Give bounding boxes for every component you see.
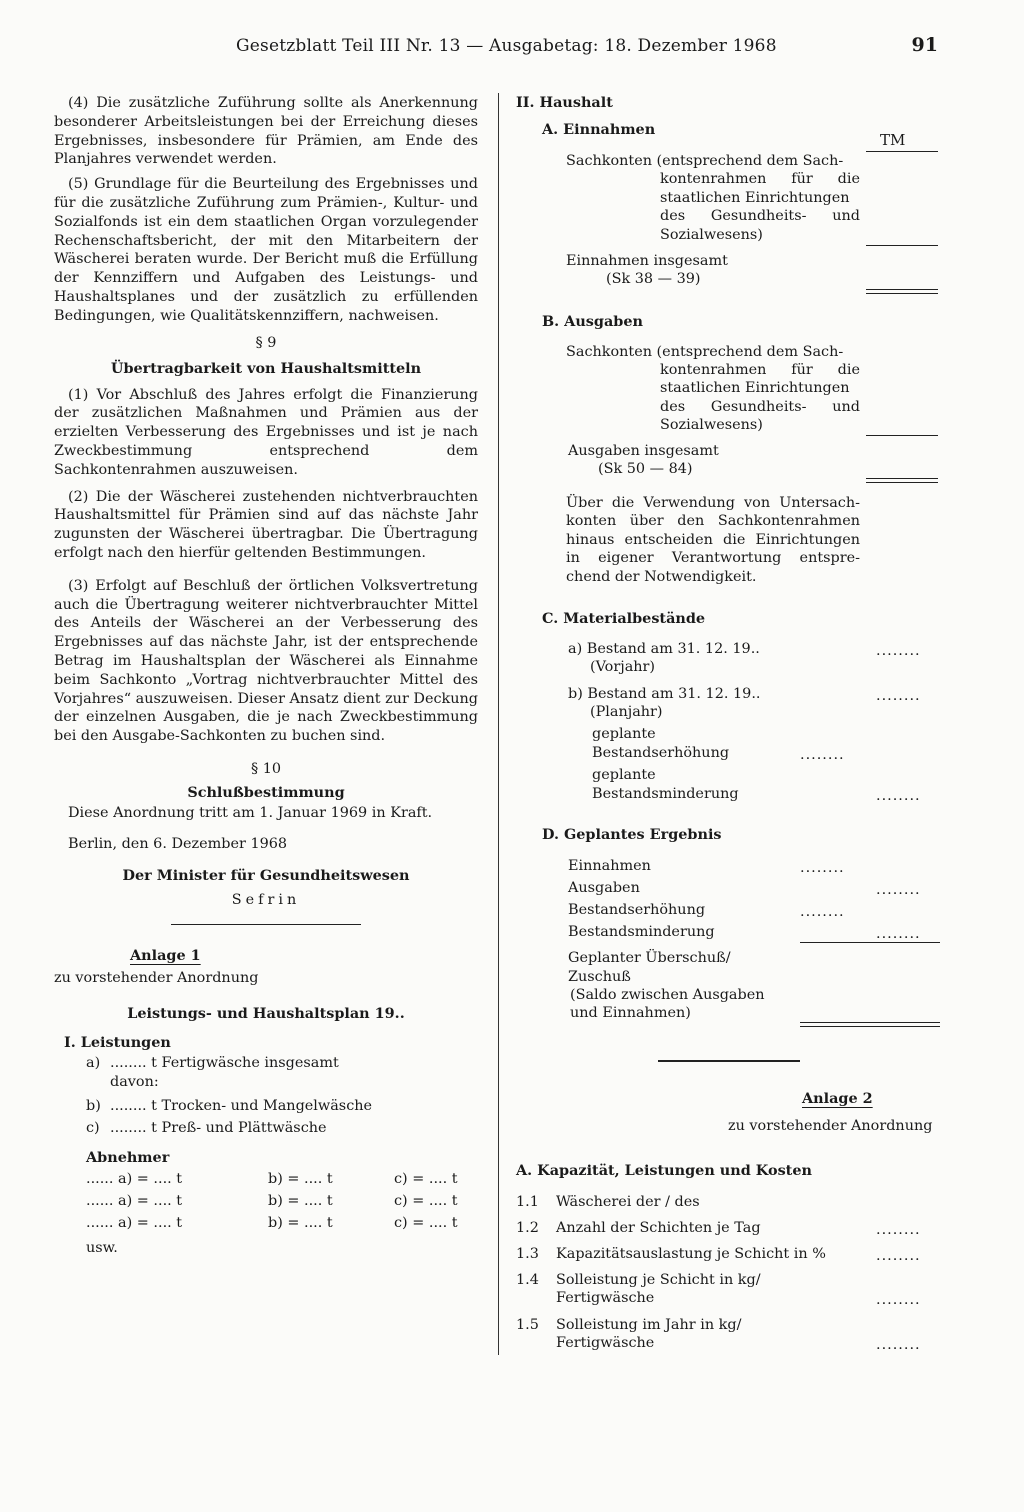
- leistung-a-text: ........ t Fertigwäsche insgesamt: [110, 1054, 339, 1071]
- item-1-5-text-1: Solleistung im Jahr in kg/: [556, 1317, 742, 1333]
- erhoehung-2: Bestandserhöhung: [592, 745, 730, 761]
- section-9-paragraph-3: (3) Erfolgt auf Beschluß der örtlichen Volksvertretung auch die Übertragung weiterer nichtverbrauchter Mittel des Anteils der Wäscherei an der Verbesserung des Ergebnisses auf das nächste Jahr, ist der entsprechende Betrag im Haushaltsplan der Wäscherei als Einnahme beim Sachkonto „Vortrag nichtverbrauchter Mittel des Vorjahres“ auszuweisen. Dieser Ansatz dient zur Deckung der einzelnen Ausgaben, die je nach Zweckbestimmung bei den Ausgabe-Sachkonten zu buchen sind.: [54, 577, 478, 745]
- item-1-3-number: 1.3: [516, 1246, 539, 1262]
- section-10-title: Schlußbestimmung: [187, 783, 345, 801]
- section-10-paragraph: Diese Anordnung tritt am 1. Januar 1969 in Kraft.: [68, 804, 433, 821]
- section-9-paragraph-1: (1) Vor Abschluß des Jahres erfolgt die Finanzierung der zusätzlichen Maßnahmen und Prämien aus der erzielten Verbesserung des Ergebnisses und ist je nach Zweckbestimmung entsprechend dem Sachkontenrahmen auszuweisen.: [54, 386, 478, 478]
- abnehmer-b: b) = .... t: [268, 1170, 333, 1187]
- paragraph-5: (5) Grundlage für die Beurteilung des Ergebnisses und für die zusätzliche Zuführung zum Prämien-, Kultur- und Sozialfonds ist ein dem staatlichen Organ vorzulegender Rechenschaftsbericht, der mit den Mitarbeitern der Wäscherei beraten wurde. Der Bericht muß die Erfüllung der Kennziffern und Aufgaben des Leistungs- und Haushaltsplanes und der zusätzlich zu erfüllenden Bedingungen, wie Qualitätskennziffern, nachweisen.: [54, 176, 478, 324]
- ausgaben-sachkonten-1: Sachkonten (entsprechend dem Sach-: [566, 344, 844, 360]
- abnehmer-a: ...... a) = .... t: [86, 1214, 183, 1231]
- ausgaben-total: Ausgaben insgesamt: [568, 443, 719, 459]
- abnehmer-heading: Abnehmer: [86, 1148, 170, 1166]
- item-1-2-dots: ........: [876, 1222, 921, 1238]
- einnahmen-rule: [866, 245, 938, 246]
- usw-label: usw.: [86, 1239, 118, 1256]
- ausgaben-sachkonten-4: des Gesundheits- und: [660, 399, 860, 415]
- minister-title: Der Minister für Gesundheitswesen: [122, 866, 410, 884]
- ergebnis-ausgaben: Ausgaben: [568, 880, 640, 896]
- einnahmen-double-rule: [866, 289, 938, 294]
- haushalt-heading: II. Haushalt: [516, 94, 613, 111]
- leistungen-heading: I. Leistungen: [64, 1033, 171, 1051]
- section-10-number: § 10: [250, 760, 282, 777]
- einnahmen-sachkonten-3: staatlichen Einrichtungen: [660, 190, 850, 206]
- page-number: 91: [911, 34, 938, 56]
- ausgaben-sachkonten-5: Sozialwesens): [660, 417, 763, 433]
- abnehmer-row-1: [54, 1170, 478, 1189]
- item-1-3-dots: ........: [876, 1248, 921, 1264]
- ergebnis-rule: [800, 942, 940, 943]
- running-head: Gesetzblatt Teil III Nr. 13 — Ausgabetag: 18. Dezember 1968: [236, 36, 777, 56]
- section-9-title: Übertragbarkeit von Haushaltsmitteln: [110, 359, 422, 377]
- plan-title: Leistungs- und Haushaltsplan 19..: [127, 1004, 405, 1022]
- abnehmer-a: ...... a) = .... t: [86, 1192, 183, 1209]
- ausgaben-double-rule: [866, 478, 938, 483]
- einnahmen-heading: A. Einnahmen: [542, 121, 656, 138]
- item-1-5-text-2: Fertigwäsche: [556, 1335, 655, 1351]
- item-1-4-dots: ........: [876, 1292, 921, 1308]
- abnehmer-c: c) = .... t: [394, 1214, 458, 1231]
- leistung-b-label: b): [86, 1097, 101, 1114]
- verwendung-1: Über die Verwendung von Untersach-: [566, 495, 860, 511]
- verwendung-2: konten über den Sachkontenrahmen: [566, 513, 860, 529]
- material-b-dots: ........: [876, 688, 921, 704]
- ergebnis-ueberschuss-3: (Saldo zwischen Ausgaben: [570, 987, 765, 1003]
- ergebnis-erhoehung: Bestandserhöhung: [568, 902, 706, 918]
- page-header: [0, 36, 1024, 66]
- material-a-1: a) Bestand am 31. 12. 19..: [568, 641, 760, 657]
- ergebnis-minderung: Bestandsminderung: [568, 924, 715, 940]
- section-rule: [658, 1060, 800, 1062]
- item-1-5-dots: ........: [876, 1337, 921, 1353]
- item-1-4-text-1: Solleistung je Schicht in kg/: [556, 1272, 761, 1288]
- item-1-4-number: 1.4: [516, 1272, 539, 1288]
- tm-label: TM: [880, 131, 906, 149]
- kapazitaet-heading: A. Kapazität, Leistungen und Kosten: [516, 1162, 812, 1179]
- einnahmen-sachkonten-1: Sachkonten (entsprechend dem Sach-: [566, 153, 844, 169]
- verwendung-5: chend der Notwendigkeit.: [566, 569, 757, 585]
- ergebnis-minderung-dots: ........: [876, 926, 921, 942]
- left-column: [54, 94, 478, 1258]
- einnahmen-sachkonten-2: kontenrahmen für die: [660, 171, 860, 187]
- item-1-2-text: Anzahl der Schichten je Tag: [556, 1220, 761, 1236]
- leistung-c: [54, 1119, 478, 1138]
- leistung-c-text: ........ t Preß- und Plättwäsche: [110, 1119, 327, 1136]
- usw-row: [54, 1239, 478, 1258]
- ausgaben-sk: (Sk 50 — 84): [598, 461, 693, 477]
- material-b-2: (Planjahr): [590, 704, 663, 720]
- signature-rule: [171, 924, 361, 925]
- leistung-a-label: a): [86, 1054, 101, 1071]
- item-1-4-text-2: Fertigwäsche: [556, 1290, 655, 1306]
- verwendung-3: hinaus entscheiden die Einrichtungen: [566, 532, 860, 548]
- place-date: Berlin, den 6. Dezember 1968: [68, 835, 288, 852]
- ergebnis-ueberschuss-4: und Einnahmen): [570, 1005, 691, 1021]
- ausgaben-sachkonten-2: kontenrahmen für die: [660, 362, 860, 378]
- material-b-1: b) Bestand am 31. 12. 19..: [568, 686, 761, 702]
- ergebnis-einnahmen: Einnahmen: [568, 858, 651, 874]
- davon-label: davon:: [110, 1073, 159, 1090]
- section-9-paragraph-2: (2) Die der Wäscherei zustehenden nichtverbrauchten Haushaltsmittel für Prämien sind auf das nächste Jahr zugunsten der Wäscherei übertragbar. Die Übertragung erfolgt nach den hierfür geltenden Bestimmungen.: [54, 488, 478, 561]
- ergebnis-heading: D. Geplantes Ergebnis: [542, 826, 722, 843]
- minderung-1: geplante: [592, 767, 656, 783]
- anlage-1-title: Anlage 1: [130, 946, 201, 964]
- einnahmen-sachkonten-4: des Gesundheits- und: [660, 208, 860, 224]
- leistung-b: [54, 1097, 478, 1116]
- leistung-davon: [54, 1073, 478, 1092]
- leistung-b-text: ........ t Trocken- und Mangelwäsche: [110, 1097, 373, 1114]
- anlage-2-subtitle: zu vorstehender Anordnung: [728, 1118, 933, 1134]
- einnahmen-total: Einnahmen insgesamt: [566, 253, 728, 269]
- erhoehung-dots: ........: [800, 747, 845, 763]
- minister-signature: Sefrin: [231, 891, 301, 908]
- anlage-2-title: Anlage 2: [802, 1090, 873, 1107]
- abnehmer-c: c) = .... t: [394, 1192, 458, 1209]
- leistung-c-label: c): [86, 1119, 100, 1136]
- item-1-1-text: Wäscherei der / des: [556, 1194, 700, 1210]
- ergebnis-erhoehung-dots: ........: [800, 904, 845, 920]
- erhoehung-1: geplante: [592, 726, 656, 742]
- item-1-2-number: 1.2: [516, 1220, 539, 1236]
- material-heading: C. Materialbestände: [542, 610, 706, 627]
- ergebnis-ueberschuss-1: Geplanter Überschuß/: [568, 950, 731, 966]
- column-divider: [498, 93, 499, 1355]
- minderung-2: Bestandsminderung: [592, 786, 739, 802]
- paragraph-4: (4) Die zusätzliche Zuführung sollte als Anerkennung besonderer Arbeitsleistungen bei der Erreichung dieses Ergebnisses, insbesondere für Prämien, am Ende des Planjahres verwendet werden.: [54, 95, 478, 168]
- tm-rule: [866, 151, 938, 152]
- einnahmen-sk: (Sk 38 — 39): [606, 271, 701, 287]
- minderung-dots: ........: [876, 788, 921, 804]
- ergebnis-ueberschuss-2: Zuschuß: [568, 969, 631, 985]
- abnehmer-row-2: [54, 1192, 478, 1211]
- abnehmer-b: b) = .... t: [268, 1214, 333, 1231]
- abnehmer-c: c) = .... t: [394, 1170, 458, 1187]
- abnehmer-b: b) = .... t: [268, 1192, 333, 1209]
- abnehmer-row-3: [54, 1214, 478, 1233]
- material-a-2: (Vorjahr): [590, 659, 656, 675]
- ausgaben-sachkonten-3: staatlichen Einrichtungen: [660, 380, 850, 396]
- material-a-dots: ........: [876, 643, 921, 659]
- ergebnis-ausgaben-dots: ........: [876, 882, 921, 898]
- verwendung-4: in eigener Verantwortung entspre-: [566, 550, 860, 566]
- item-1-3-text: Kapazitätsauslastung je Schicht in %: [556, 1246, 826, 1262]
- section-9-number: § 9: [255, 334, 277, 351]
- anlage-1-subtitle: zu vorstehender Anordnung: [54, 969, 259, 986]
- ergebnis-double-rule: [800, 1022, 940, 1027]
- item-1-1-number: 1.1: [516, 1194, 539, 1210]
- ausgaben-rule: [866, 435, 938, 436]
- einnahmen-sachkonten-5: Sozialwesens): [660, 227, 763, 243]
- ausgaben-heading: B. Ausgaben: [542, 313, 643, 330]
- abnehmer-a: ...... a) = .... t: [86, 1170, 183, 1187]
- item-1-5-number: 1.5: [516, 1317, 539, 1333]
- ergebnis-einnahmen-dots: ........: [800, 860, 845, 876]
- leistung-a: [54, 1054, 478, 1073]
